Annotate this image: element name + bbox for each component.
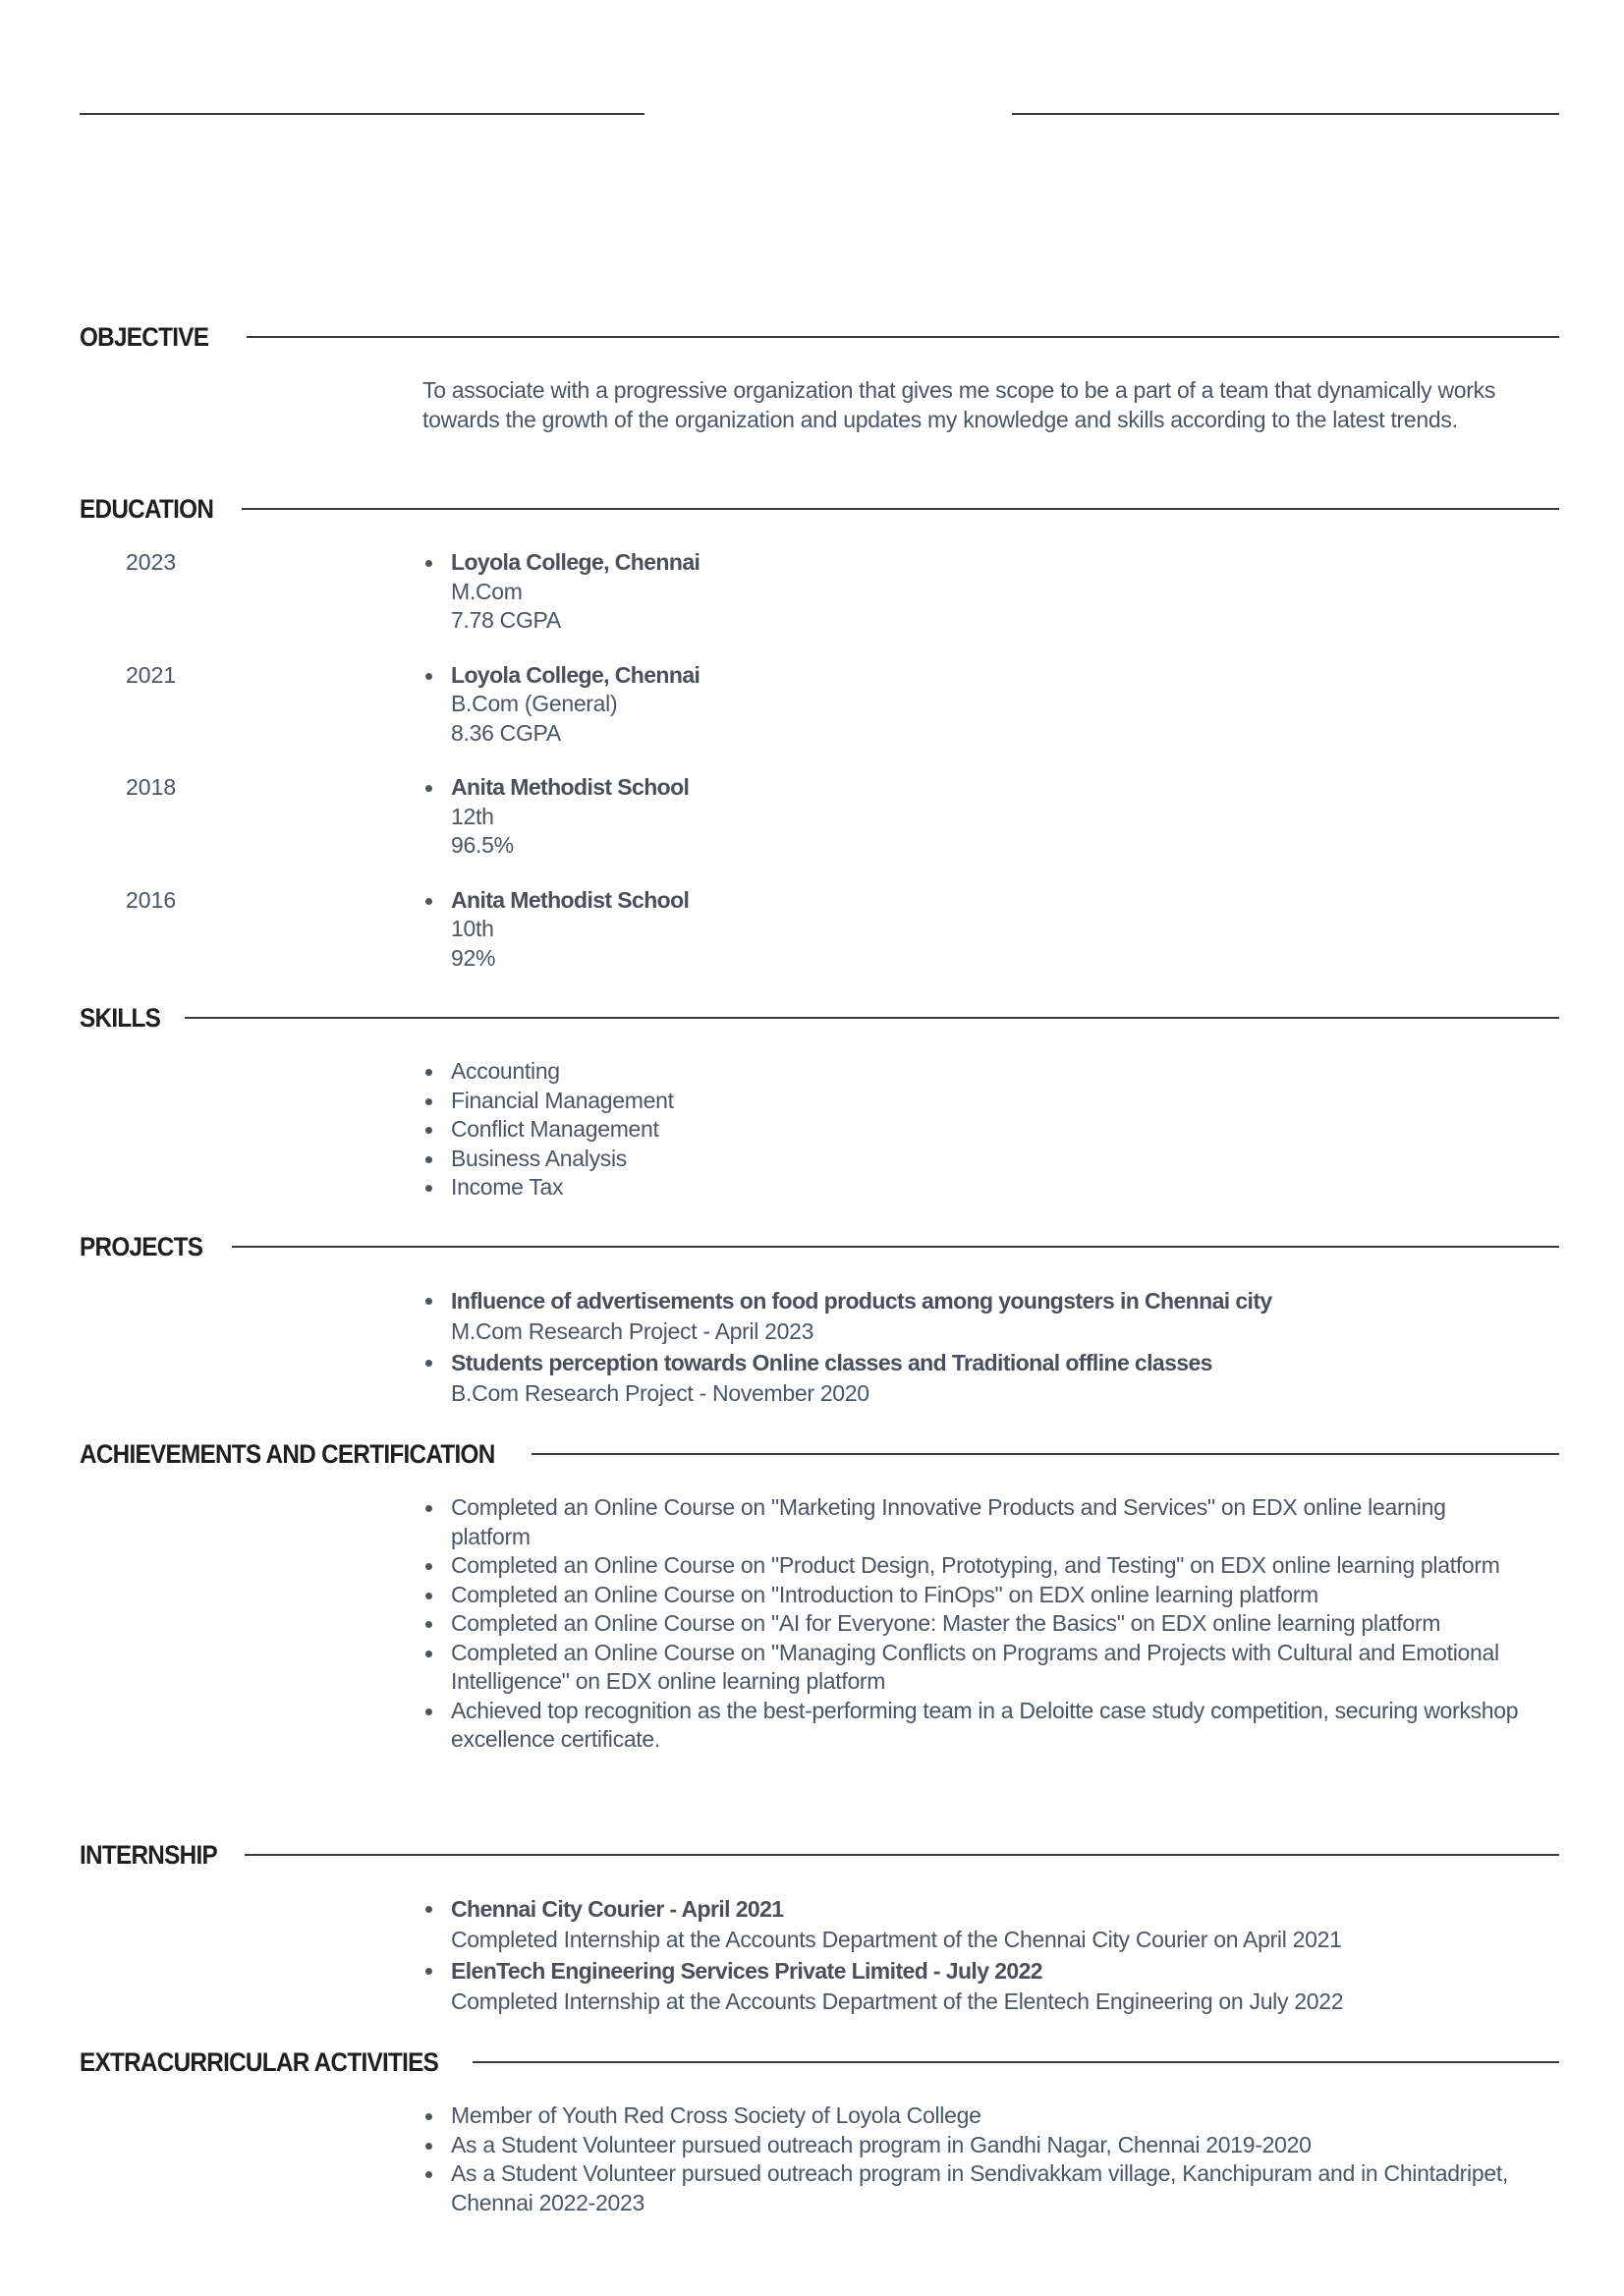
education-score: 7.78 CGPA (451, 607, 561, 633)
achievement-item: Completed an Online Course on "Marketing Innovative Products and Services" on EDX online learning platform (422, 1493, 1520, 1551)
header-divider-left (80, 113, 644, 115)
education-year: 2018 (126, 774, 177, 800)
education-score: 92% (451, 944, 496, 971)
education-institution: Anita Methodist School (451, 886, 690, 913)
projects-list (422, 1286, 1559, 1410)
internship-item (422, 1956, 1559, 2018)
extracurricular-section (80, 2044, 1559, 2217)
education-section (80, 491, 1559, 998)
internship-list (422, 1894, 1559, 2018)
education-institution: Loyola College, Chennai (451, 549, 700, 575)
section-header (80, 1436, 1559, 1472)
skill-item: Accounting (422, 1057, 1559, 1087)
internship-detail: Completed Internship at the Accounts Department of the Chennai City Courier on April 2021 (451, 1927, 1342, 1952)
projects-section (80, 1229, 1559, 1410)
internship-item (422, 1894, 1559, 1956)
skill-item: Financial Management (422, 1087, 1559, 1116)
skill-item: Income Tax (422, 1173, 1559, 1203)
section-title: EDUCATION (80, 493, 214, 524)
extracurricular-list (422, 2101, 1559, 2217)
section-header (80, 1000, 1559, 1036)
objective-section (80, 319, 1559, 434)
achievement-item: Completed an Online Course on "Introduction to FinOps" on EDX online learning platform (422, 1581, 1520, 1610)
education-institution: Loyola College, Chennai (451, 661, 700, 688)
achievement-item: Completed an Online Course on "AI for Everyone: Master the Basics" on EDX online learning platform (422, 1609, 1520, 1639)
section-divider (473, 2061, 1559, 2063)
section-title: SKILLS (80, 1002, 161, 1033)
education-institution: Anita Methodist School (451, 774, 690, 800)
objective-text: To associate with a progressive organization that gives me scope to be a part of a team that dynamically works towards the growth of the organization and updates my knowledge and skills according to the latest trends. (422, 377, 1496, 432)
section-header (80, 2044, 1559, 2080)
activity-item: Member of Youth Red Cross Society of Loyola College (422, 2101, 1520, 2131)
section-divider (232, 1246, 1559, 1248)
internship-title: Chennai City Courier - April 2021 (451, 1896, 784, 1922)
education-entry (80, 886, 1559, 974)
achievement-item: Completed an Online Course on "Managing Conflicts on Programs and Projects with Cultural and Emotional Intelligence" on EDX online learning platform (422, 1639, 1520, 1697)
skills-list (422, 1057, 1559, 1203)
education-score: 8.36 CGPA (451, 719, 561, 746)
achievement-item: Completed an Online Course on "Product Design, Prototyping, and Testing" on EDX online learning platform (422, 1551, 1520, 1581)
education-degree: 10th (451, 916, 494, 941)
education-list (80, 548, 1559, 973)
education-degree: M.Com (451, 578, 523, 604)
section-divider (532, 1453, 1559, 1455)
education-year: 2023 (126, 549, 177, 575)
achievements-section (80, 1436, 1559, 1755)
section-header (80, 1229, 1559, 1264)
project-title: Students perception towards Online classes and Traditional offline classes (451, 1350, 1212, 1375)
skill-item: Conflict Management (422, 1115, 1559, 1145)
section-divider (245, 1854, 1559, 1856)
internship-detail: Completed Internship at the Accounts Department of the Elentech Engineering on July 2022 (451, 1988, 1344, 2014)
education-year: 2016 (126, 886, 177, 913)
project-item (422, 1286, 1559, 1348)
education-entry (80, 773, 1559, 861)
education-entry (80, 548, 1559, 636)
section-divider (242, 508, 1559, 510)
education-year: 2021 (126, 661, 177, 688)
section-title: PROJECTS (80, 1231, 203, 1261)
section-title: ACHIEVEMENTS AND CERTIFICATION (80, 1438, 495, 1469)
section-divider (247, 336, 1559, 338)
section-header (80, 319, 1559, 355)
education-degree: B.Com (General) (451, 691, 618, 716)
project-detail: M.Com Research Project - April 2023 (451, 1318, 814, 1344)
header-divider-right (1012, 113, 1559, 115)
achievement-item: Achieved top recognition as the best-performing team in a Deloitte case study competition, securing workshop excellence certificate. (422, 1697, 1520, 1755)
education-score: 96.5% (451, 832, 514, 858)
project-title: Influence of advertisements on food products among youngsters in Chennai city (451, 1288, 1272, 1314)
section-title: INTERNSHIP (80, 1839, 217, 1870)
project-detail: B.Com Research Project - November 2020 (451, 1380, 869, 1406)
activity-item: As a Student Volunteer pursued outreach program in Gandhi Nagar, Chennai 2019-2020 (422, 2131, 1520, 2160)
skill-item: Business Analysis (422, 1145, 1559, 1174)
project-item (422, 1348, 1559, 1410)
section-title: OBJECTIVE (80, 321, 209, 352)
education-entry (80, 661, 1559, 749)
section-header (80, 1837, 1559, 1873)
section-header (80, 491, 1559, 527)
internship-title: ElenTech Engineering Services Private Limited - July 2022 (451, 1958, 1042, 1984)
activity-item: As a Student Volunteer pursued outreach program in Sendivakkam village, Kanchipuram and in Chintadripet, Chennai 2022-2023 (422, 2159, 1520, 2217)
internship-section (80, 1837, 1559, 2018)
section-divider (185, 1017, 1559, 1019)
education-degree: 12th (451, 803, 494, 829)
skills-section (80, 1000, 1559, 1203)
section-title: EXTRACURRICULAR ACTIVITIES (80, 2046, 439, 2077)
achievements-list (422, 1493, 1559, 1755)
